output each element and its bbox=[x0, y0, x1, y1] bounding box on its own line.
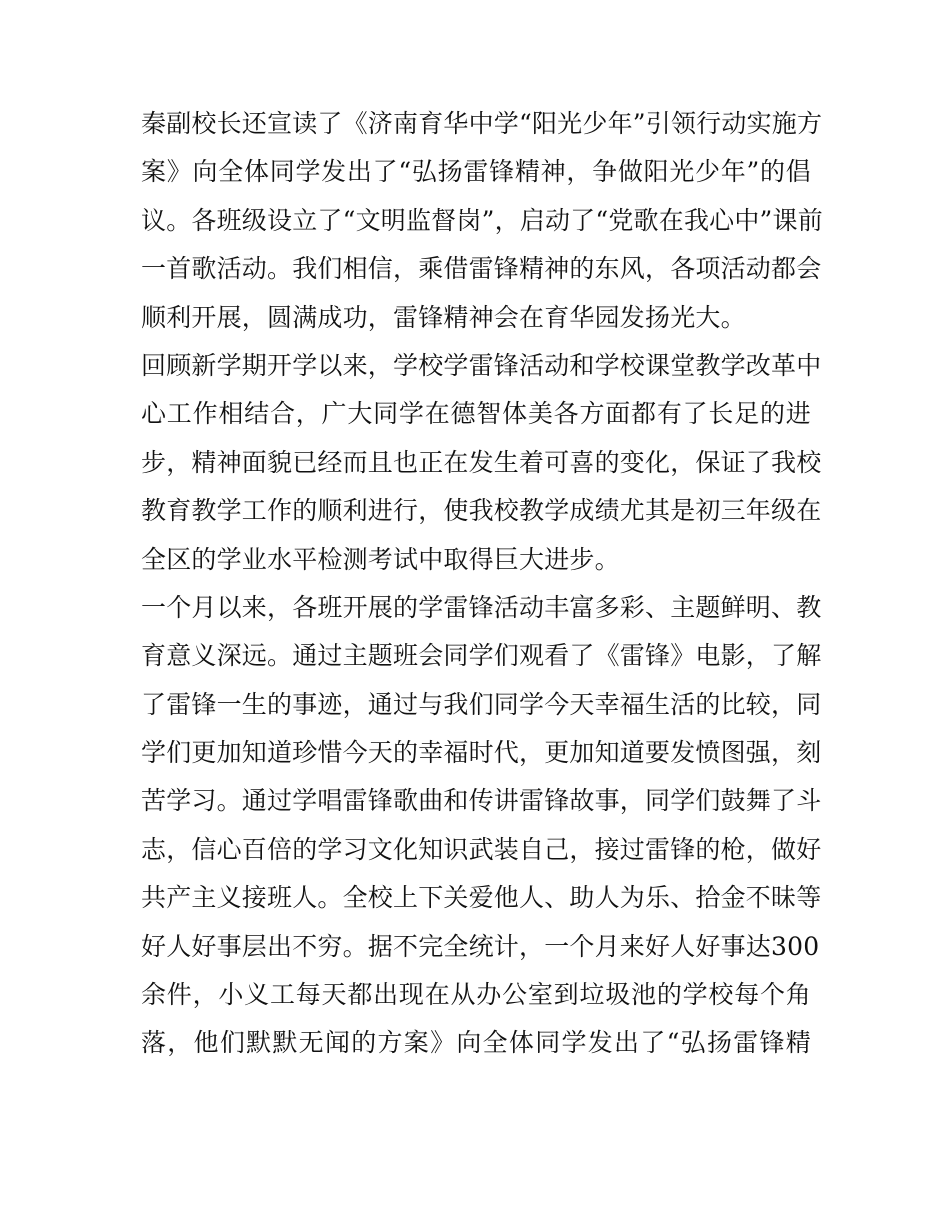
text-line: 全区的学业水平检测考试中取得巨大进步。 bbox=[141, 544, 620, 574]
text-line: 好人好事层出不穷。据不完全统计，一个月来好人好事达300 bbox=[141, 931, 820, 961]
text-line: 顺利开展，圆满成功，雷锋精神会在育华园发扬光大。 bbox=[141, 302, 746, 332]
text-line: 秦副校长还宣读了《济南育华中学“阳光少年”引领行动实施方 bbox=[141, 109, 823, 138]
text-line: 志，信心百倍的学习文化知识武装自己，接过雷锋的枪，做好 bbox=[141, 834, 822, 864]
text-line: 步，精神面貌已经而且也正在发生着可喜的变化，保证了我校 bbox=[141, 447, 822, 477]
text-line: 一首歌活动。我们相信，乘借雷锋精神的东风，各项活动都会 bbox=[141, 254, 822, 284]
text-line: 共产主义接班人。全校上下关爱他人、助人为乐、拾金不昧等 bbox=[141, 883, 822, 913]
text-line: 落，他们默默无闻的方案》向全体同学发出了“弘扬雷锋精 bbox=[141, 1028, 811, 1058]
text-line: 一个月以来，各班开展的学雷锋活动丰富多彩、主题鲜明、教 bbox=[141, 592, 822, 622]
text-line: 案》向全体同学发出了“弘扬雷锋精神，争做阳光少年”的倡 bbox=[141, 157, 811, 187]
text-line: 教育教学工作的顺利进行，使我校教学成绩尤其是初三年级在 bbox=[141, 496, 822, 526]
text-line: 议。各班级设立了“文明监督岗”，启动了“党歌在我心中”课前 bbox=[141, 205, 823, 235]
text-line: 心工作相结合，广大同学在德智体美各方面都有了长足的进 bbox=[141, 399, 811, 429]
text-line: 了雷锋一生的事迹，通过与我们同学今天幸福生活的比较，同 bbox=[141, 689, 822, 719]
text-line: 苦学习。通过学唱雷锋歌曲和传讲雷锋故事，同学们鼓舞了斗 bbox=[141, 786, 822, 816]
text-line: 余件，小义工每天都出现在从办公室到垃圾池的学校每个角 bbox=[141, 980, 811, 1010]
text-line: 育意义深远。通过主题班会同学们观看了《雷锋》电影，了解 bbox=[141, 641, 822, 671]
document-body bbox=[141, 100, 823, 1068]
text-line: 学们更加知道珍惜今天的幸福时代，更加知道要发愤图强，刻 bbox=[141, 738, 822, 768]
text-line: 回顾新学期开学以来，学校学雷锋活动和学校课堂教学改革中 bbox=[141, 350, 822, 380]
